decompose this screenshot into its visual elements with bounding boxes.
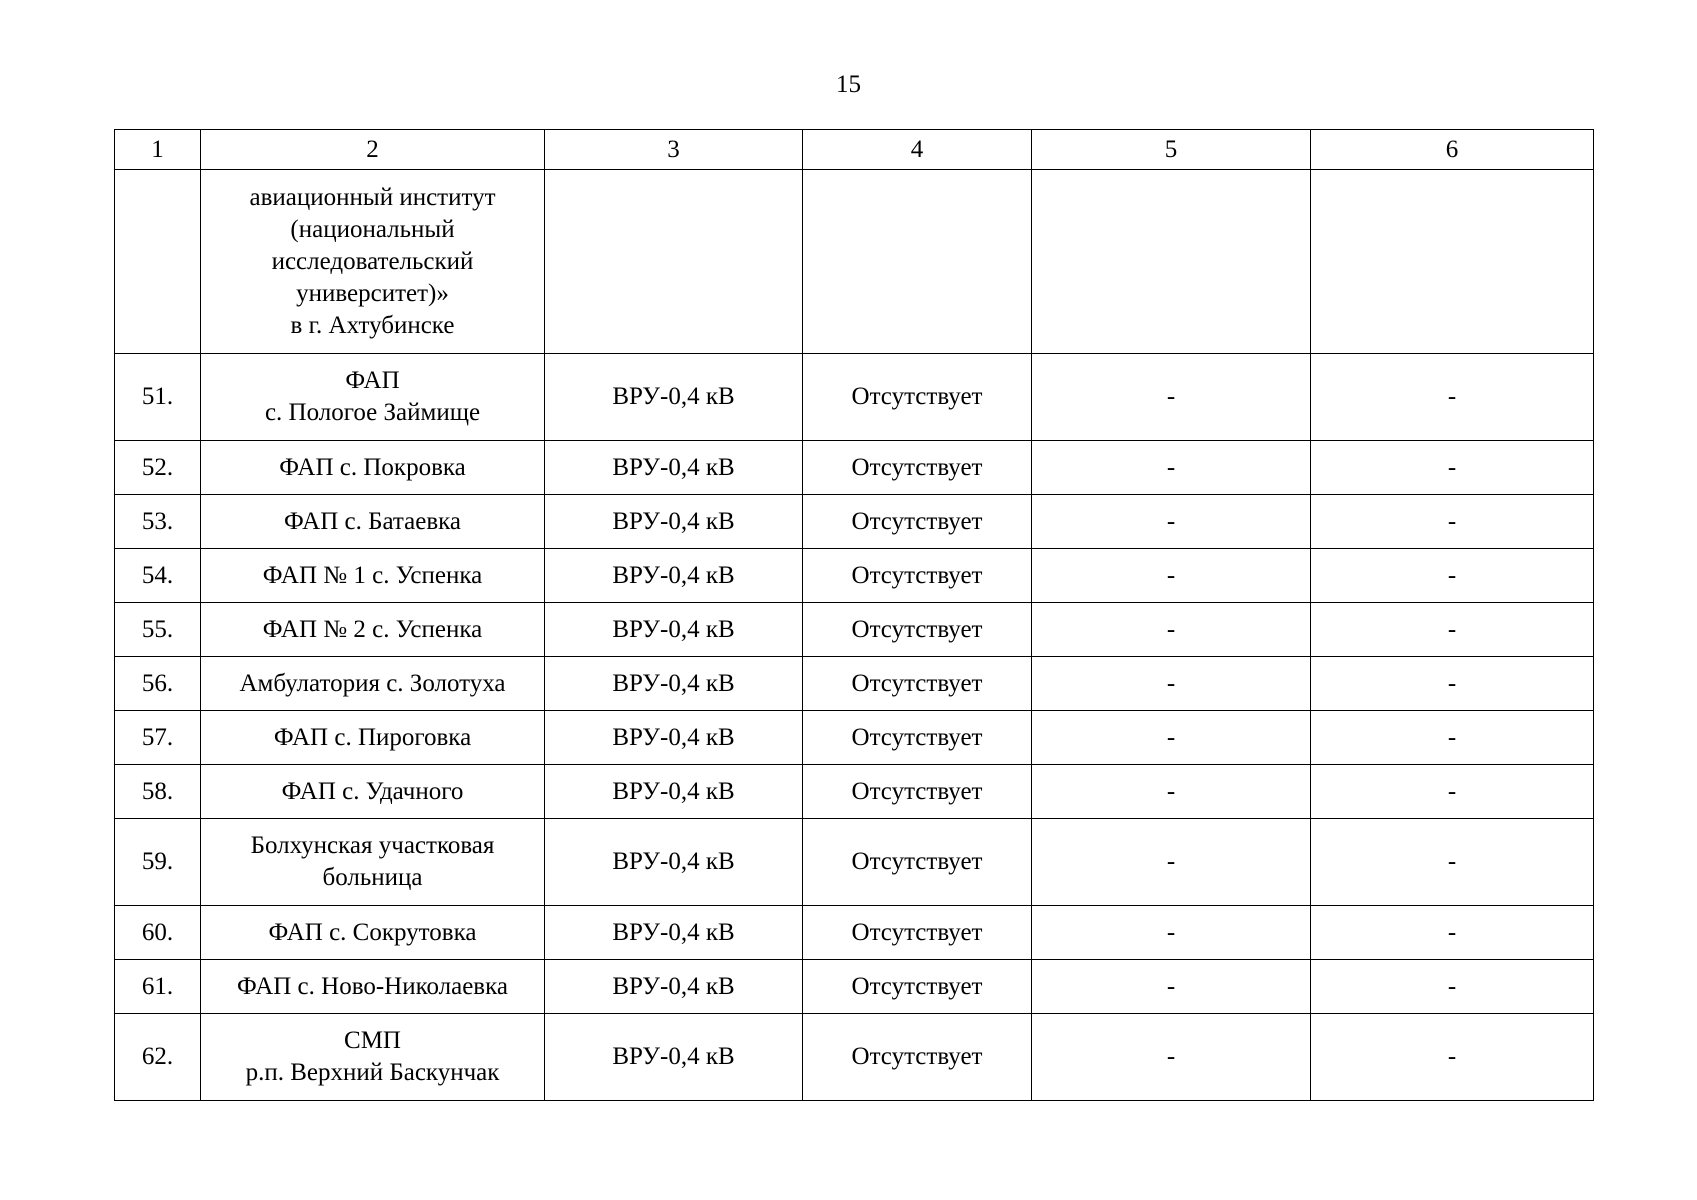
facility-name: ФАП с. Батаевка	[201, 495, 545, 549]
status-cell: Отсутствует	[803, 441, 1032, 495]
col5-cell: -	[1032, 549, 1311, 603]
row-number: 53.	[115, 495, 201, 549]
table-row	[115, 441, 1594, 495]
column-header: 2	[201, 130, 545, 170]
col5-cell: -	[1032, 819, 1311, 906]
table-row	[115, 549, 1594, 603]
table-row	[115, 1014, 1594, 1101]
col5-cell: -	[1032, 354, 1311, 441]
status-cell: Отсутствует	[803, 354, 1032, 441]
col6-cell: -	[1311, 549, 1594, 603]
row-number	[115, 170, 201, 354]
status-cell: Отсутствует	[803, 906, 1032, 960]
table-row	[115, 354, 1594, 441]
device-cell: ВРУ-0,4 кВ	[545, 906, 803, 960]
row-number: 55.	[115, 603, 201, 657]
table-row	[115, 906, 1594, 960]
device-cell	[545, 170, 803, 354]
col6-cell: -	[1311, 906, 1594, 960]
facility-name: ФАП с. Пологое Займище	[201, 354, 545, 441]
row-number: 62.	[115, 1014, 201, 1101]
device-cell: ВРУ-0,4 кВ	[545, 495, 803, 549]
col5-cell: -	[1032, 765, 1311, 819]
row-number: 59.	[115, 819, 201, 906]
col5-cell: -	[1032, 711, 1311, 765]
facility-name: ФАП № 2 с. Успенка	[201, 603, 545, 657]
col6-cell: -	[1311, 711, 1594, 765]
col6-cell: -	[1311, 495, 1594, 549]
row-number: 60.	[115, 906, 201, 960]
device-cell: ВРУ-0,4 кВ	[545, 765, 803, 819]
status-cell: Отсутствует	[803, 819, 1032, 906]
status-cell: Отсутствует	[803, 765, 1032, 819]
table-row	[115, 170, 1594, 354]
table-row	[115, 765, 1594, 819]
row-number: 58.	[115, 765, 201, 819]
facility-name: ФАП с. Удачного	[201, 765, 545, 819]
status-cell	[803, 170, 1032, 354]
table-row	[115, 819, 1594, 906]
table-row	[115, 657, 1594, 711]
device-cell: ВРУ-0,4 кВ	[545, 657, 803, 711]
table-header-row	[115, 130, 1594, 170]
device-cell: ВРУ-0,4 кВ	[545, 549, 803, 603]
column-header: 4	[803, 130, 1032, 170]
table-row	[115, 495, 1594, 549]
facility-name: Болхунская участковая больница	[201, 819, 545, 906]
device-cell: ВРУ-0,4 кВ	[545, 1014, 803, 1101]
facility-name: ФАП с. Покровка	[201, 441, 545, 495]
row-number: 52.	[115, 441, 201, 495]
col5-cell	[1032, 170, 1311, 354]
table-row	[115, 960, 1594, 1014]
col6-cell: -	[1311, 657, 1594, 711]
col6-cell: -	[1311, 960, 1594, 1014]
status-cell: Отсутствует	[803, 1014, 1032, 1101]
facility-name: авиационный институт (национальный исследовательский университет)» в г. Ахтубинске	[201, 170, 545, 354]
col6-cell: -	[1311, 441, 1594, 495]
col6-cell: -	[1311, 603, 1594, 657]
row-number: 56.	[115, 657, 201, 711]
facility-name: Амбулатория с. Золотуха	[201, 657, 545, 711]
device-cell: ВРУ-0,4 кВ	[545, 603, 803, 657]
col6-cell: -	[1311, 765, 1594, 819]
column-header: 1	[115, 130, 201, 170]
column-header: 5	[1032, 130, 1311, 170]
col5-cell: -	[1032, 906, 1311, 960]
col6-cell	[1311, 170, 1594, 354]
device-cell: ВРУ-0,4 кВ	[545, 711, 803, 765]
col5-cell: -	[1032, 441, 1311, 495]
device-cell: ВРУ-0,4 кВ	[545, 819, 803, 906]
column-header: 3	[545, 130, 803, 170]
status-cell: Отсутствует	[803, 495, 1032, 549]
facility-name: ФАП с. Ново-Николаевка	[201, 960, 545, 1014]
column-header: 6	[1311, 130, 1594, 170]
status-cell: Отсутствует	[803, 960, 1032, 1014]
status-cell: Отсутствует	[803, 549, 1032, 603]
page-number: 15	[836, 71, 861, 98]
device-cell: ВРУ-0,4 кВ	[545, 354, 803, 441]
row-number: 54.	[115, 549, 201, 603]
col5-cell: -	[1032, 495, 1311, 549]
device-cell: ВРУ-0,4 кВ	[545, 441, 803, 495]
facility-name: ФАП № 1 с. Успенка	[201, 549, 545, 603]
col5-cell: -	[1032, 960, 1311, 1014]
status-cell: Отсутствует	[803, 603, 1032, 657]
facility-name: СМП р.п. Верхний Баскунчак	[201, 1014, 545, 1101]
col5-cell: -	[1032, 603, 1311, 657]
col6-cell: -	[1311, 819, 1594, 906]
row-number: 57.	[115, 711, 201, 765]
col5-cell: -	[1032, 657, 1311, 711]
status-cell: Отсутствует	[803, 711, 1032, 765]
row-number: 61.	[115, 960, 201, 1014]
device-cell: ВРУ-0,4 кВ	[545, 960, 803, 1014]
table-row	[115, 711, 1594, 765]
col5-cell: -	[1032, 1014, 1311, 1101]
row-number: 51.	[115, 354, 201, 441]
col6-cell: -	[1311, 1014, 1594, 1101]
col6-cell: -	[1311, 354, 1594, 441]
data-table	[114, 129, 1594, 1101]
status-cell: Отсутствует	[803, 657, 1032, 711]
facility-name: ФАП с. Пироговка	[201, 711, 545, 765]
facility-name: ФАП с. Сокрутовка	[201, 906, 545, 960]
table-row	[115, 603, 1594, 657]
